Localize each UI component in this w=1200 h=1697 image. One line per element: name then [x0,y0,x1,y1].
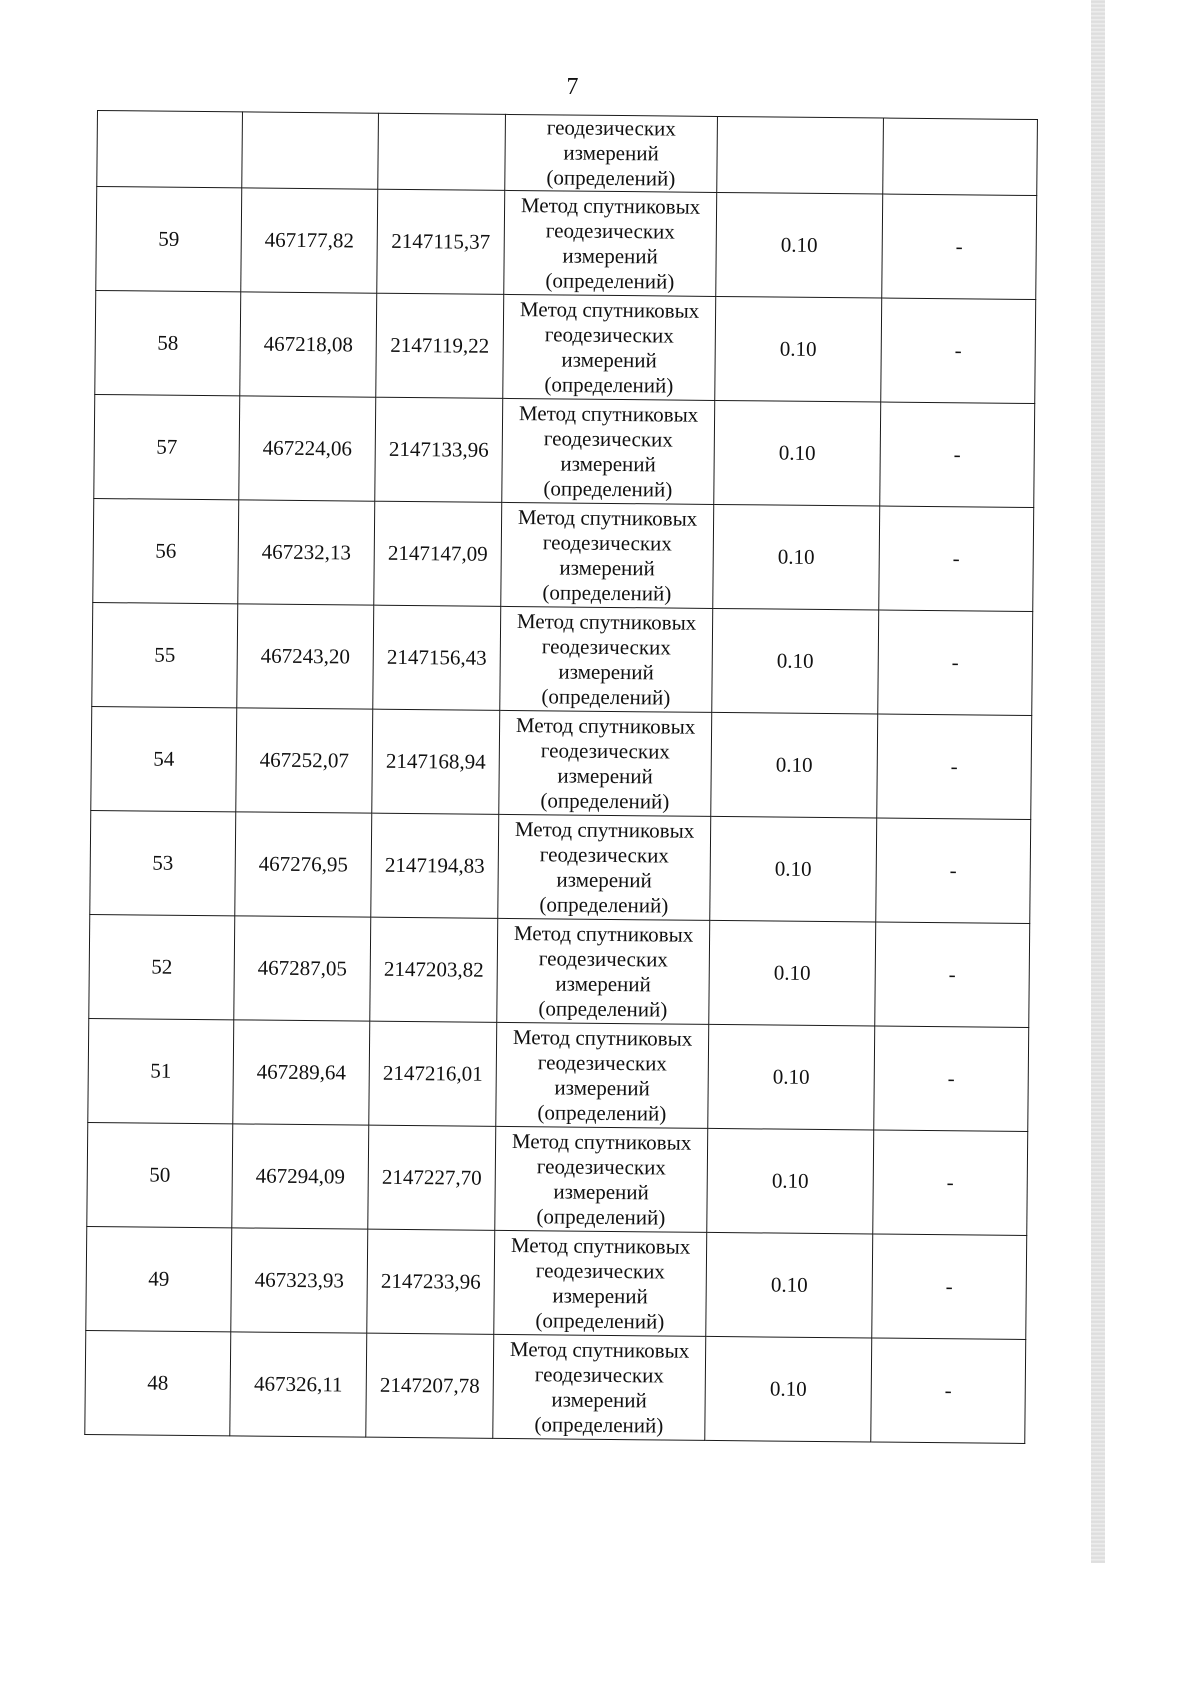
method-line: геодезических [541,633,671,660]
method-line: геодезических [534,1361,664,1387]
method-line: Метод спутниковых [514,816,695,843]
note-cell: - [875,922,1030,1027]
point-number-cell: 51 [88,1018,234,1123]
x-coordinate-cell: 467276,95 [235,812,372,917]
note-cell: - [881,298,1036,403]
method-cell [499,710,712,816]
method-line: геодезических [540,737,670,764]
method-line: геодезических [543,425,673,452]
x-coordinate-cell: 467294,09 [232,1124,369,1229]
method-line: измерений [556,866,652,892]
note-cell: - [877,714,1032,819]
table-row [86,1226,1027,1339]
method-line: Метод спутниковых [509,1336,690,1363]
method-line: (определений) [538,995,668,1022]
method-line: (определений) [537,1099,667,1126]
table-container [84,110,1037,1444]
accuracy-cell: 0.10 [713,504,880,610]
method-line: измерений [555,970,651,996]
method-cell [494,1230,707,1336]
x-coordinate-cell: 467252,07 [236,708,373,813]
x-coordinate-cell: 467243,20 [237,604,374,709]
point-number-cell: 52 [89,914,235,1019]
method-cell [498,814,711,920]
method-line: измерений [563,140,659,166]
method-line: геодезических [537,1049,667,1076]
scan-edge [1091,0,1105,1563]
method-cell [504,190,717,296]
accuracy-cell: 0.10 [706,1232,873,1338]
x-coordinate-cell: 467326,11 [230,1332,367,1437]
accuracy-cell: 0.10 [714,400,881,506]
method-line: измерений [561,346,657,372]
x-coordinate-cell: 467232,13 [238,500,375,605]
method-line: (определений) [539,891,669,918]
x-coordinate-cell: 467287,05 [234,916,371,1021]
method-line: измерений [551,1386,647,1412]
point-number-cell: 49 [86,1226,232,1331]
accuracy-cell-empty [717,116,884,194]
note-cell: - [879,506,1034,611]
method-line: геодезических [538,945,668,972]
method-line: Метод спутниковых [510,1232,691,1259]
method-line: (определений) [544,371,674,398]
x-coordinate-cell: 467177,82 [241,188,378,293]
method-line: Метод спутниковых [518,400,699,427]
coordinates-table [84,110,1038,1444]
note-cell: - [876,818,1031,923]
method-line: измерений [553,1178,649,1204]
accuracy-cell: 0.10 [715,296,882,402]
table-row [92,602,1033,715]
accuracy-cell: 0.10 [711,712,878,818]
y-coordinate-cell: 2147147,09 [374,501,502,606]
page-number: 7 [566,74,579,100]
accuracy-cell: 0.10 [705,1336,872,1442]
method-line: (определений) [541,683,671,710]
method-line: Метод спутниковых [520,192,701,219]
point-cell-empty [97,111,243,188]
method-line: измерений [554,1074,650,1100]
note-cell: - [871,1338,1026,1443]
method-cell [501,502,714,608]
table-row [91,706,1032,819]
method-cell [502,398,715,504]
y-cell-empty [378,113,506,190]
note-cell: - [878,610,1033,715]
accuracy-cell: 0.10 [709,920,876,1026]
method-line: геодезических [542,529,672,556]
note-cell-empty [883,118,1038,195]
method-line: геодезических [546,115,676,141]
method-line: Метод спутниковых [511,1128,692,1155]
note-cell: - [872,1234,1027,1339]
y-coordinate-cell: 2147119,22 [376,293,504,398]
method-line: измерений [558,658,654,684]
point-number-cell: 54 [91,706,237,811]
y-coordinate-cell: 2147156,43 [373,605,501,710]
point-number-cell: 58 [95,290,241,395]
note-cell: - [882,194,1037,299]
accuracy-cell: 0.10 [712,608,879,714]
y-coordinate-cell: 2147115,37 [377,189,505,294]
method-cell [495,1126,708,1232]
accuracy-cell: 0.10 [707,1128,874,1234]
x-coordinate-cell: 467289,64 [233,1020,370,1125]
x-coordinate-cell: 467323,93 [231,1228,368,1333]
method-line: (определений) [543,475,673,502]
method-cell [497,918,710,1024]
table-row [85,1330,1026,1443]
y-coordinate-cell: 2147168,94 [372,709,500,814]
method-line: измерений [559,554,655,580]
table-row [90,810,1031,923]
continuation-row [97,111,1038,196]
method-line: геодезических [535,1257,665,1284]
table-row [95,290,1036,403]
table-row [88,1018,1029,1131]
method-cell [496,1022,709,1128]
method-cell [500,606,713,712]
x-coordinate-cell: 467224,06 [239,396,376,501]
y-coordinate-cell: 2147207,78 [366,1333,494,1438]
note-cell: - [880,402,1035,507]
point-number-cell: 55 [92,602,238,707]
point-number-cell: 56 [93,498,239,603]
table-row [89,914,1030,1027]
point-number-cell: 50 [87,1122,233,1227]
method-line: измерений [552,1282,648,1308]
method-line: (определений) [535,1307,665,1334]
method-line: геодезических [544,321,674,348]
method-line: (определений) [542,579,672,606]
point-number-cell: 59 [96,187,242,292]
point-number-cell: 57 [94,394,240,499]
y-coordinate-cell: 2147227,70 [368,1125,496,1230]
method-line: (определений) [540,787,670,814]
table-body [85,111,1038,1444]
point-number-cell: 53 [90,810,236,915]
point-number-cell: 48 [85,1330,231,1435]
y-coordinate-cell: 2147216,01 [369,1021,497,1126]
method-line: геодезических [536,1153,666,1180]
x-coordinate-cell: 467218,08 [240,292,377,397]
accuracy-cell: 0.10 [716,192,883,298]
method-line: (определений) [546,165,676,191]
y-coordinate-cell: 2147194,83 [371,813,499,918]
method-line: (определений) [534,1411,664,1437]
method-line: измерений [562,242,658,268]
accuracy-cell: 0.10 [708,1024,875,1130]
table-row [93,498,1034,611]
accuracy-cell: 0.10 [710,816,877,922]
y-coordinate-cell: 2147133,96 [375,397,503,502]
table-row [96,187,1037,300]
method-line: Метод спутниковых [517,504,698,531]
method-line: Метод спутниковых [512,1024,693,1051]
table-row [94,394,1035,507]
method-cell [503,294,716,400]
method-line: (определений) [545,267,675,294]
method-line: Метод спутниковых [515,712,696,739]
method-line: (определений) [536,1203,666,1230]
method-line: Метод спутниковых [519,296,700,323]
method-line: измерений [557,762,653,788]
method-line: измерений [560,450,656,476]
table-row [87,1122,1028,1235]
note-cell: - [874,1026,1029,1131]
y-coordinate-cell: 2147233,96 [367,1229,495,1334]
method-cell-continuation [505,114,718,192]
method-line: геодезических [539,841,669,868]
method-cell [493,1334,706,1440]
method-line: Метод спутниковых [516,608,697,635]
note-cell: - [873,1130,1028,1235]
y-coordinate-cell: 2147203,82 [370,917,498,1022]
x-cell-empty [242,112,379,189]
method-line: геодезических [545,217,675,244]
method-line: Метод спутниковых [513,920,694,947]
